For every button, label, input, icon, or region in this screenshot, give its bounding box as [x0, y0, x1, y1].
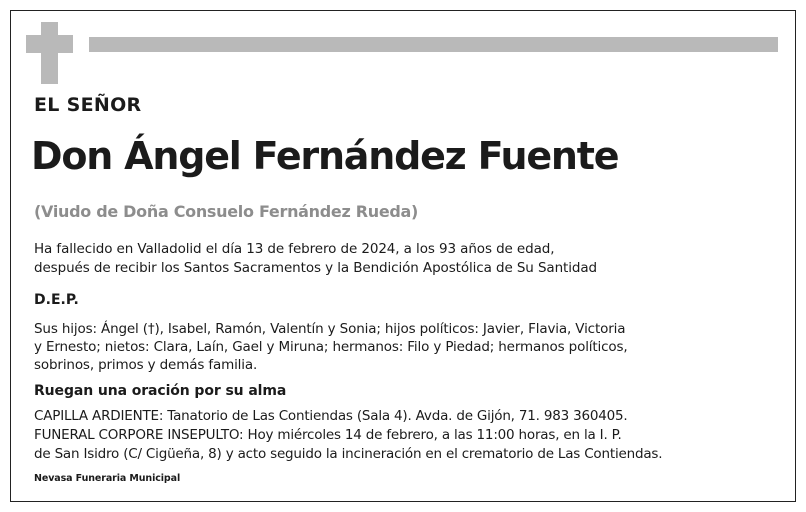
widow-subtitle: (Viudo de Doña Consuelo Fernández Rueda): [34, 202, 419, 221]
family-line: sobrinos, primos y demás familia.: [34, 357, 258, 373]
title-prefix: EL SEÑOR: [34, 94, 142, 116]
deceased-name: Don Ángel Fernández Fuente: [31, 134, 619, 178]
cross-icon-arm: [26, 35, 73, 53]
announcement-line: Ha fallecido en Valladolid el día 13 de febrero de 2024, a los 93 años de edad,: [34, 241, 555, 257]
ceremony-line: FUNERAL CORPORE INSEPULTO: Hoy miércoles 14 de febrero, a las 11:00 horas, en la I. P.: [34, 427, 622, 443]
announcement-line: después de recibir los Santos Sacramentos y la Bendición Apostólica de Su Santidad: [34, 260, 598, 276]
cross-icon: [41, 22, 58, 84]
funeral-home-credit: Nevasa Funeraria Municipal: [34, 473, 181, 484]
family-list: [34, 320, 794, 374]
ceremony-line: de San Isidro (C/ Cigüeña, 8) y acto seguido la incineración en el crematorio de Las Contiendas.: [34, 446, 663, 462]
family-line: y Ernesto; nietos: Clara, Laín, Gael y Miruna; hermanos: Filo y Piedad; hermanos políticos,: [34, 339, 628, 355]
header-bar: [89, 37, 778, 52]
family-line: Sus hijos: Ángel (†), Isabel, Ramón, Valentín y Sonia; hijos políticos: Javier, Flavia, Victoria: [34, 321, 626, 337]
rip-label: D.E.P.: [34, 292, 79, 308]
prayer-request: Ruegan una oración por su alma: [34, 383, 287, 399]
ceremony-details: [34, 407, 794, 464]
death-announcement: [34, 240, 794, 278]
ceremony-line: CAPILLA ARDIENTE: Tanatorio de Las Contiendas (Sala 4). Avda. de Gijón, 71. 983 360405.: [34, 408, 628, 424]
